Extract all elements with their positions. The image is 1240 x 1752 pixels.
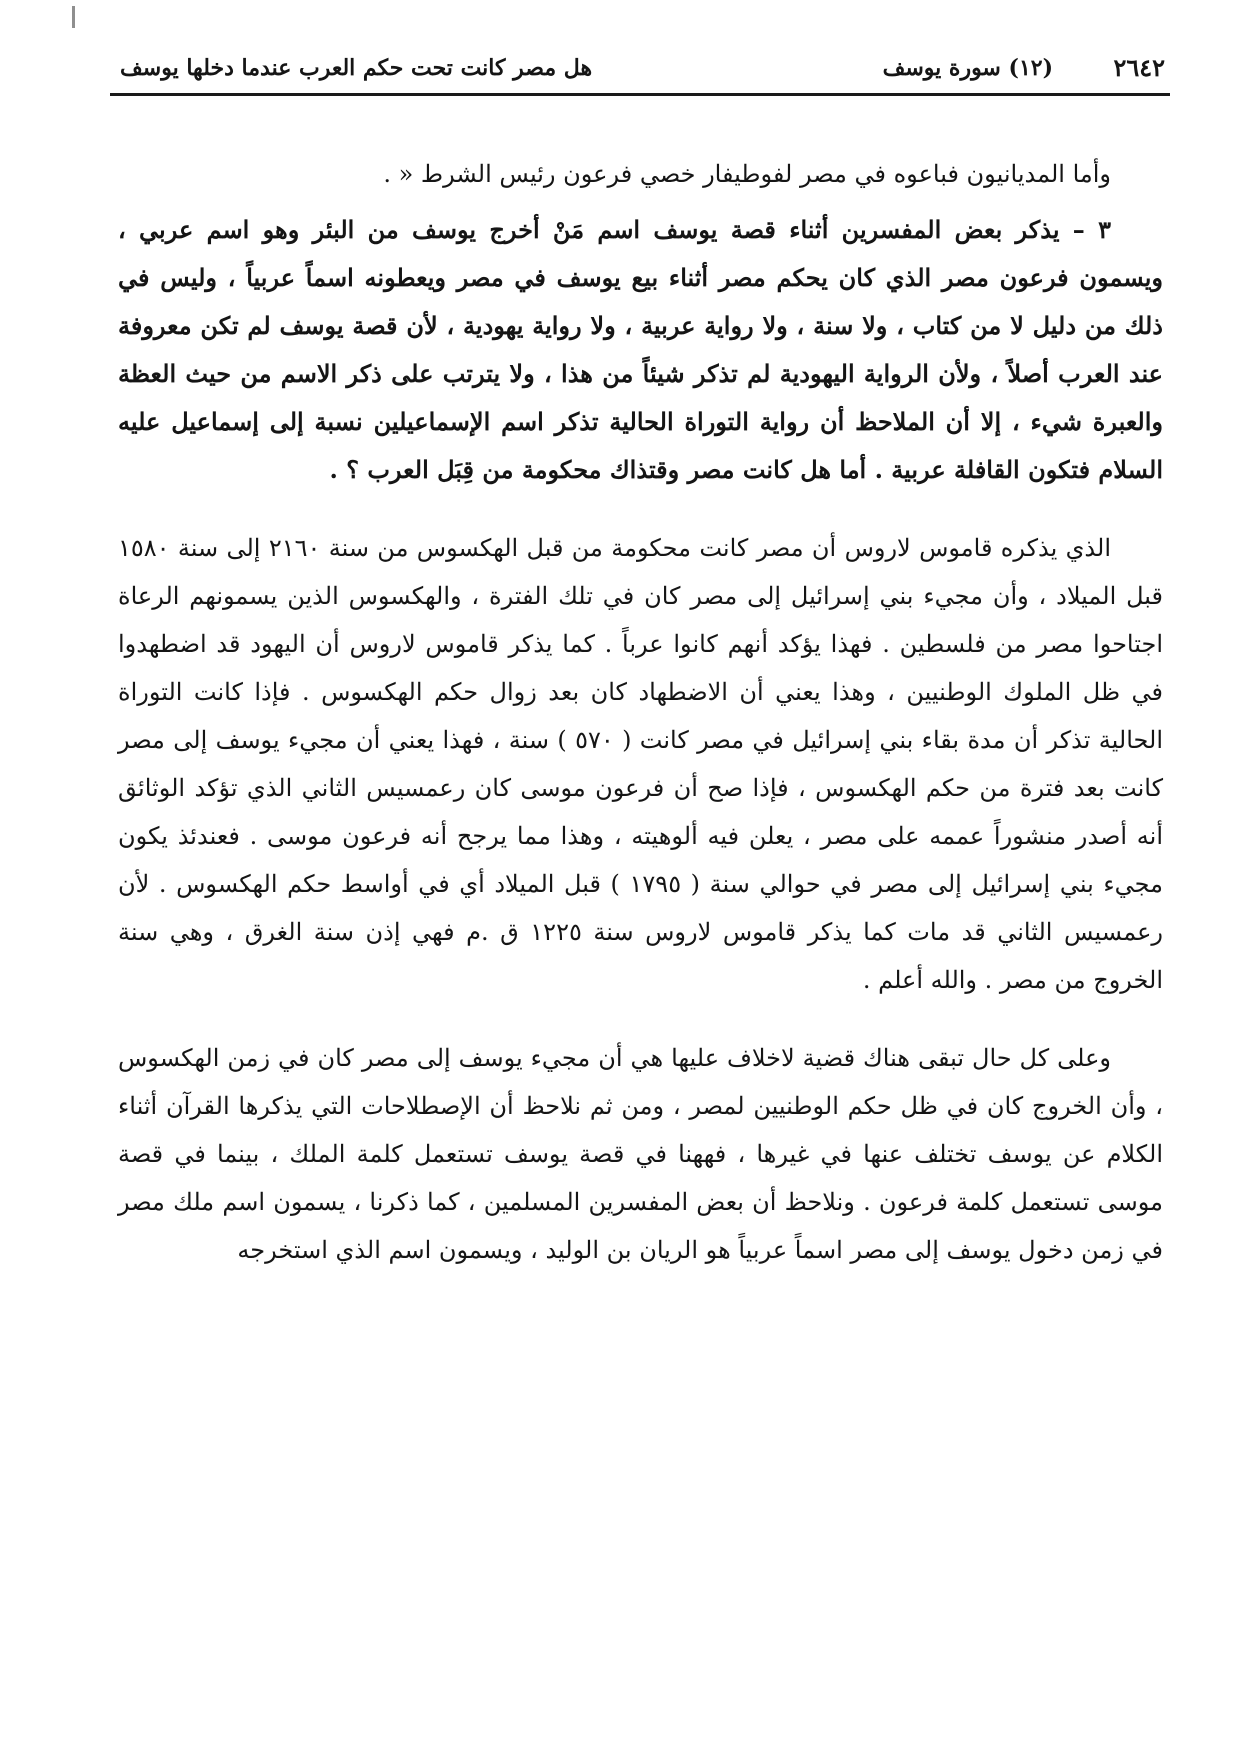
paragraph-2: ٣ – يذكر بعض المفسرين أثناء قصة يوسف اسم مَنْ أخرج يوسف من البئر وهو اسم عربي ، ويسمون فرعون مصر الذي كان يحكم مصر أثناء بيع يوسف في مصر ويعطونه اسماً عربياً ، وليس في ذلك من دليل لا من كتاب ، ولا سنة ، ولا رواية عربية ، ولا رواية يهودية ، لأن قصة يوسف لم تكن معروفة عند العرب أصلاً ، ولأن الرواية اليهودية لم تذكر شيئاً من هذا ، ولا يترتب على ذكر الاسم من حيث العظة والعبرة شيء ، إلا أن الملاحظ أن رواية التوراة الحالية تذكر اسم الإسماعيلين نسبة إلى إسماعيل عليه السلام فتكون القافلة عربية . أما هل كانت مصر وقتذاك محكومة من قِبَل العرب ؟ . [118,215,1163,484]
paragraph-1: وأما المديانيون فباعوه في مصر لفوطيفار خصي فرعون رئيس الشرط « . [383,160,1111,188]
paragraph-4: وعلى كل حال تبقى هناك قضية لاخلاف عليها هي أن مجيء يوسف إلى مصر كان في زمن الهكسوس ، وأن الخروج كان في ظل حكم الوطنيين لمصر ، ومن ثم نلاحظ أن الإصطلاحات التي يذكرها القرآن أثناء الكلام عن يوسف تختلف عنها في غيرها ، فههنا في قصة يوسف تستعمل كلمة الملك ، بينما في قصة موسى تستعمل كلمة فرعون . ونلاحظ أن بعض المفسرين المسلمين ، كما ذكرنا ، يسمون اسم ملك مصر في زمن دخول يوسف إلى مصر اسماً عربياً هو الريان بن الوليد ، ويسمون اسم الذي استخرجه [118,1044,1163,1264]
header-rule [110,93,1170,96]
surah-label: (١٢) سورة يوسف [882,55,1053,81]
scan-edge-mark [72,6,75,28]
paragraph-3: الذي يذكره قاموس لاروس أن مصر كانت محكومة من قبل الهكسوس من سنة ٢١٦٠ إلى سنة ١٥٨٠ قبل الميلاد ، وأن مجيء بني إسرائيل إلى مصر كان في تلك الفترة ، والهكسوس الذين يسمونهم الرعاة اجتاحوا مصر من فلسطين . فهذا يؤكد أنهم كانوا عرباً . كما يذكر قاموس لاروس أن اليهود قد اضطهدوا في ظل الملوك الوطنيين ، وهذا يعني أن الاضطهاد كان بعد زوال حكم الهكسوس . فإذا كانت التوراة الحالية تذكر أن مدة بقاء بني إسرائيل في مصر كانت ( ٥٧٠ ) سنة ، فهذا يعني أن مجيء يوسف إلى مصر كانت بعد فترة من حكم الهكسوس ، فإذا صح أن فرعون موسى كان رعمسيس الثاني الذي تؤكد الوثائق أنه أصدر منشوراً عممه على مصر ، يعلن فيه ألوهيته ، وهذا مما يرجح أنه فرعون موسى . فعندئذ يكون مجيء بني إسرائيل إلى مصر في حوالي سنة ( ١٧٩٥ ) قبل الميلاد أي في أواسط حكم الهكسوس . لأن رعمسيس الثاني قد مات كما يذكر قاموس لاروس سنة ١٢٢٥ ق .م فهي إذن سنة الغرق ، وهي سنة الخروج من مصر . والله أعلم . [118,534,1163,994]
running-title: هل مصر كانت تحت حكم العرب عندما دخلها يوسف [120,55,593,81]
body-text [118,150,1163,1274]
page-header [120,48,1165,88]
page-number: ٢٦٤٢ [1113,53,1165,82]
